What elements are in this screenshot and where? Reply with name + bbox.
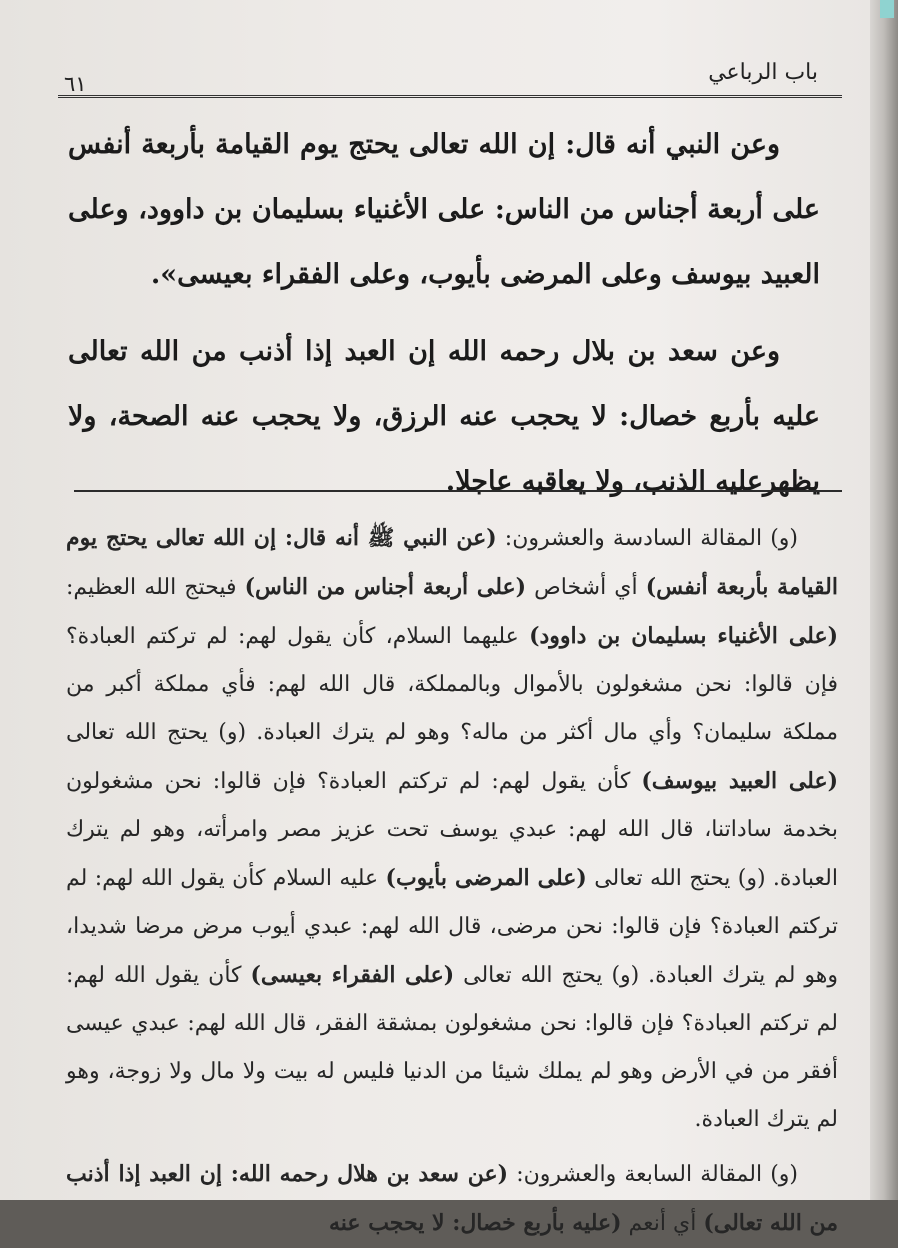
page-header: [58, 58, 842, 98]
quoted-text: (عن سعد بن هلال رحمه الله: إن العبد إذا أذنب من الله تعالى): [66, 1161, 838, 1236]
quoted-text: (عن النبي ﷺ أنه قال: إن الله تعالى يحتج يوم القيامة بأربعة أنفس): [66, 525, 838, 600]
commentary-text: [66, 514, 838, 1248]
quoted-text: (على أربعة أجناس من الناس): [244, 574, 527, 600]
header-rule: [58, 95, 842, 98]
commentary-text-run: (و) المقالة السابعة والعشرون:: [508, 1162, 799, 1187]
commentary-text-run: أي أنعم: [621, 1211, 704, 1236]
running-head: باب الرباعي: [708, 60, 818, 85]
page-edge: [870, 0, 898, 1200]
commentary-text-run: (و) المقالة السادسة والعشرون:: [496, 526, 798, 551]
main-text: [68, 112, 820, 514]
separator-rule: [74, 490, 842, 492]
quoted-text: (على الفقراء بعيسى): [250, 962, 455, 988]
commentary-text-run: عليهما السلام، كأن يقول لهم: لم تركتم العبادة؟ فإن قالوا: نحن مشغولون بالأموال وبالمملكة، قال الله لهم: فأي مملكة أكبر من مملكة سليمان؟ وأي مال أكثر من ماله؟ وهو لم يترك العبادة. (و) يحتج الله تعالى: [66, 624, 838, 745]
quoted-text: (عليه بأربع خصال: لا يحجب عنه: [328, 1210, 622, 1236]
commentary-text-run: فيحتج الله العظيم:: [66, 575, 245, 600]
quoted-text: (على المرضى بأيوب): [385, 865, 587, 891]
commentary-paragraph: [66, 514, 838, 1144]
main-paragraph: وعن النبي أنه قال: إن الله تعالى يحتج يوم القيامة بأربعة أنفس على أربعة أجناس من الناس: على الأغنياء بسليمان بن داوود، وعلى العبيد بيوسف وعلى المرضى بأيوب، وعلى الفقراء بعيسى».: [68, 129, 820, 290]
bookmark-tab: [880, 0, 894, 18]
quoted-text: (على العبيد بيوسف): [641, 768, 838, 794]
commentary-text-run: أي أشخاص: [526, 575, 646, 600]
commentary-paragraph: [66, 1150, 838, 1248]
commentary-text-run: كأن يقول الله لهم: لم تركتم العبادة؟ فإن قالوا: نحن مشغولون بمشقة الفقر، قال الله لهم: عبدي عيسى أفقر من في الأرض وهو لم يملك شيئا من الدنيا فليس له بيت ولا مال ولا زوجة، وهو لم يترك العبادة.: [66, 963, 838, 1132]
page-number: ٦١: [64, 72, 87, 96]
main-paragraph: وعن سعد بن بلال رحمه الله إن العبد إذا أذنب من الله تعالى عليه بأربع خصال: لا يحجب عنه الرزق، ولا يحجب عنه الصحة، ولا يظهرعليه الذنب، ولا يعاقبه عاجلا.: [68, 336, 820, 497]
commentary-text-run: كأن يقول لهم: لم تركتم العبادة؟ فإن قالوا: نحن مشغولون بخدمة ساداتنا، قال الله لهم: عبدي يوسف تحت عزيز مصر وامرأته، وهو لم يترك العبادة. (و) يحتج الله تعالى: [66, 769, 838, 891]
commentary-text-run: عليه السلام كأن يقول الله لهم: لم تركتم العبادة؟ فإن قالوا: نحن مرضى، قال الله لهم: عبدي أيوب مرض مرضا شديدا، وهو لم يترك العبادة. (و) يحتج الله تعالى: [66, 866, 839, 988]
quoted-text: (على الأغنياء بسليمان بن داوود): [529, 623, 838, 649]
